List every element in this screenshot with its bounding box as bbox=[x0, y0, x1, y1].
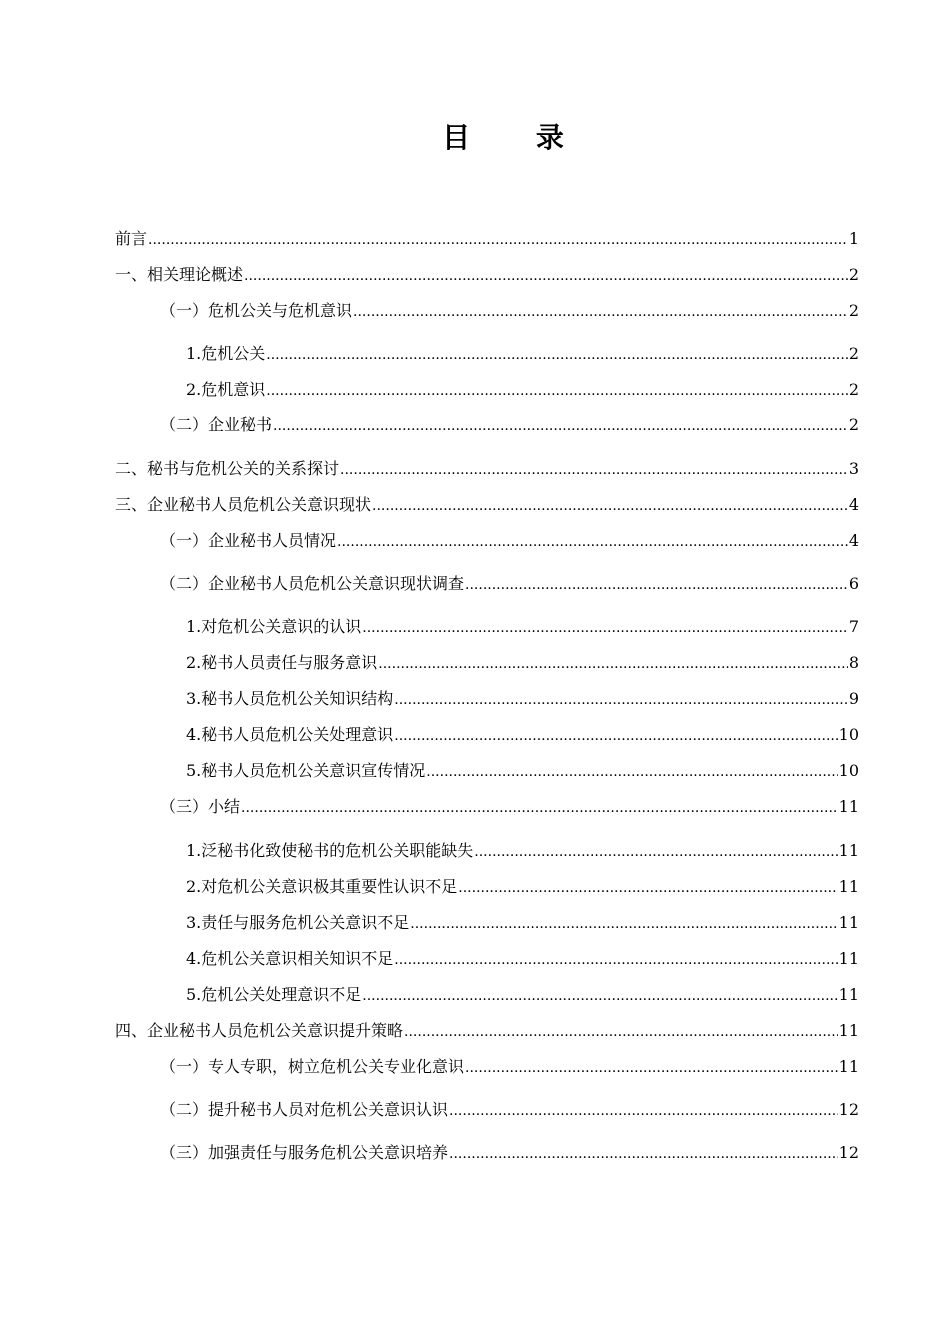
toc-entry-section[interactable] bbox=[160, 796, 859, 819]
toc-entry-label: 4.秘书人员危机公关处理意识 bbox=[186, 725, 394, 744]
toc-dot-leader bbox=[266, 344, 848, 366]
toc-entry-subsection[interactable] bbox=[186, 876, 859, 899]
toc-entry-section[interactable] bbox=[160, 300, 859, 323]
toc-page-number: 3 bbox=[848, 459, 859, 478]
toc-page-number: 12 bbox=[838, 1143, 859, 1162]
toc-dot-leader bbox=[241, 797, 838, 819]
toc-entry-subsection[interactable] bbox=[186, 912, 859, 935]
toc-dot-leader bbox=[449, 1143, 838, 1165]
toc-entry-preface[interactable] bbox=[115, 228, 859, 251]
toc-entry-subsection[interactable] bbox=[186, 652, 859, 675]
toc-page-number: 2 bbox=[848, 380, 859, 399]
toc-dot-leader bbox=[458, 877, 837, 899]
toc-entry-label: （二）企业秘书 bbox=[160, 415, 273, 434]
toc-entry-subsection[interactable] bbox=[186, 616, 859, 639]
toc-page-number: 11 bbox=[838, 985, 859, 1004]
toc-dot-leader bbox=[273, 415, 848, 437]
toc-page-number: 10 bbox=[838, 761, 859, 780]
toc-entry-label: 2.对危机公关意识极其重要性认识不足 bbox=[186, 877, 458, 896]
page-title: 目 录 bbox=[442, 121, 592, 154]
toc-entry-label: 四、企业秘书人员危机公关意识提升策略 bbox=[115, 1021, 404, 1040]
toc-entry-label: 一、相关理论概述 bbox=[115, 265, 244, 284]
toc-entry-label: 1.泛秘书化致使秘书的危机公关职能缺失 bbox=[186, 841, 474, 860]
toc-entry-label: （三）小结 bbox=[160, 797, 241, 816]
toc-entry-chapter-4[interactable] bbox=[115, 1020, 859, 1043]
toc-dot-leader bbox=[404, 1021, 838, 1043]
toc-entry-label: 5.危机公关处理意识不足 bbox=[186, 985, 362, 1004]
toc-entry-label: 二、秘书与危机公关的关系探讨 bbox=[115, 459, 340, 478]
toc-dot-leader bbox=[474, 841, 837, 863]
toc-page-number: 2 bbox=[848, 301, 859, 320]
toc-entry-label: 2.危机意识 bbox=[186, 380, 266, 399]
toc-dot-leader bbox=[394, 949, 837, 971]
toc-entry-section[interactable] bbox=[160, 573, 859, 596]
toc-entry-label: （一）专人专职，树立危机公关专业化意识 bbox=[160, 1057, 465, 1076]
toc-page-number: 11 bbox=[838, 841, 859, 860]
toc-page-number: 7 bbox=[848, 617, 859, 636]
toc-entry-section[interactable] bbox=[160, 530, 859, 553]
toc-page-number: 2 bbox=[848, 344, 859, 363]
toc-entry-label: 1.对危机公关意识的认识 bbox=[186, 617, 362, 636]
toc-page-number: 11 bbox=[838, 949, 859, 968]
toc-entry-subsection[interactable] bbox=[186, 984, 859, 1007]
toc-entry-label: （三）加强责任与服务危机公关意识培养 bbox=[160, 1143, 449, 1162]
toc-page-number: 8 bbox=[848, 653, 859, 672]
toc-entry-chapter-1[interactable] bbox=[115, 264, 859, 287]
toc-dot-leader bbox=[340, 459, 848, 481]
toc-page-number: 2 bbox=[848, 265, 859, 284]
toc-page-number: 11 bbox=[838, 797, 859, 816]
toc-entry-section[interactable] bbox=[160, 1056, 859, 1079]
toc-entry-label: 1.危机公关 bbox=[186, 344, 266, 363]
toc-entry-subsection[interactable] bbox=[186, 343, 859, 366]
toc-dot-leader bbox=[449, 1100, 838, 1122]
toc-dot-leader bbox=[394, 689, 848, 711]
toc-page-number: 11 bbox=[838, 913, 859, 932]
toc-entry-label: （二）企业秘书人员危机公关意识现状调查 bbox=[160, 574, 465, 593]
toc-page-number: 9 bbox=[848, 689, 859, 708]
toc-dot-leader bbox=[410, 913, 837, 935]
toc-entry-subsection[interactable] bbox=[186, 724, 859, 747]
toc-dot-leader bbox=[426, 761, 837, 783]
toc-entry-section[interactable] bbox=[160, 1142, 859, 1165]
toc-dot-leader bbox=[378, 653, 848, 675]
toc-entry-subsection[interactable] bbox=[186, 948, 859, 971]
toc-entry-label: （二）提升秘书人员对危机公关意识认识 bbox=[160, 1100, 449, 1119]
toc-page-number: 4 bbox=[848, 495, 859, 514]
toc-entry-subsection[interactable] bbox=[186, 688, 859, 711]
toc-dot-leader bbox=[266, 380, 848, 402]
toc-entry-chapter-3[interactable] bbox=[115, 494, 859, 517]
toc-page-number: 11 bbox=[838, 877, 859, 896]
toc-entry-subsection[interactable] bbox=[186, 760, 859, 783]
toc-dot-leader bbox=[362, 617, 848, 639]
toc-dot-leader bbox=[148, 229, 848, 251]
toc-dot-leader bbox=[362, 985, 837, 1007]
toc-entry-label: 3.责任与服务危机公关意识不足 bbox=[186, 913, 410, 932]
toc-entry-section[interactable] bbox=[160, 414, 859, 437]
toc-dot-leader bbox=[465, 1057, 838, 1079]
toc-entry-label: 4.危机公关意识相关知识不足 bbox=[186, 949, 394, 968]
toc-entry-label: 5.秘书人员危机公关意识宣传情况 bbox=[186, 761, 426, 780]
toc-entry-section[interactable] bbox=[160, 1099, 859, 1122]
toc-entry-subsection[interactable] bbox=[186, 840, 859, 863]
toc-dot-leader bbox=[353, 301, 848, 323]
toc-dot-leader bbox=[372, 495, 848, 517]
toc-page-number: 11 bbox=[838, 1057, 859, 1076]
toc-page-number: 4 bbox=[848, 531, 859, 550]
toc-page-number: 10 bbox=[838, 725, 859, 744]
toc-entry-chapter-2[interactable] bbox=[115, 458, 859, 481]
toc-entry-label: 2.秘书人员责任与服务意识 bbox=[186, 653, 378, 672]
toc-entry-subsection[interactable] bbox=[186, 379, 859, 402]
toc-page-number: 12 bbox=[838, 1100, 859, 1119]
toc-page-number: 2 bbox=[848, 415, 859, 434]
toc-dot-leader bbox=[465, 574, 848, 596]
toc-entry-label: 三、企业秘书人员危机公关意识现状 bbox=[115, 495, 372, 514]
toc-dot-leader bbox=[244, 265, 848, 287]
toc-entry-label: （一）企业秘书人员情况 bbox=[160, 531, 337, 550]
toc-page-number: 6 bbox=[848, 574, 859, 593]
toc-entry-label: （一）危机公关与危机意识 bbox=[160, 301, 353, 320]
toc-page-number: 11 bbox=[838, 1021, 859, 1040]
toc-page-number: 1 bbox=[848, 229, 859, 248]
toc-entry-label: 3.秘书人员危机公关知识结构 bbox=[186, 689, 394, 708]
toc-dot-leader bbox=[337, 531, 848, 553]
toc-entry-label: 前言 bbox=[115, 229, 148, 248]
toc-dot-leader bbox=[394, 725, 837, 747]
